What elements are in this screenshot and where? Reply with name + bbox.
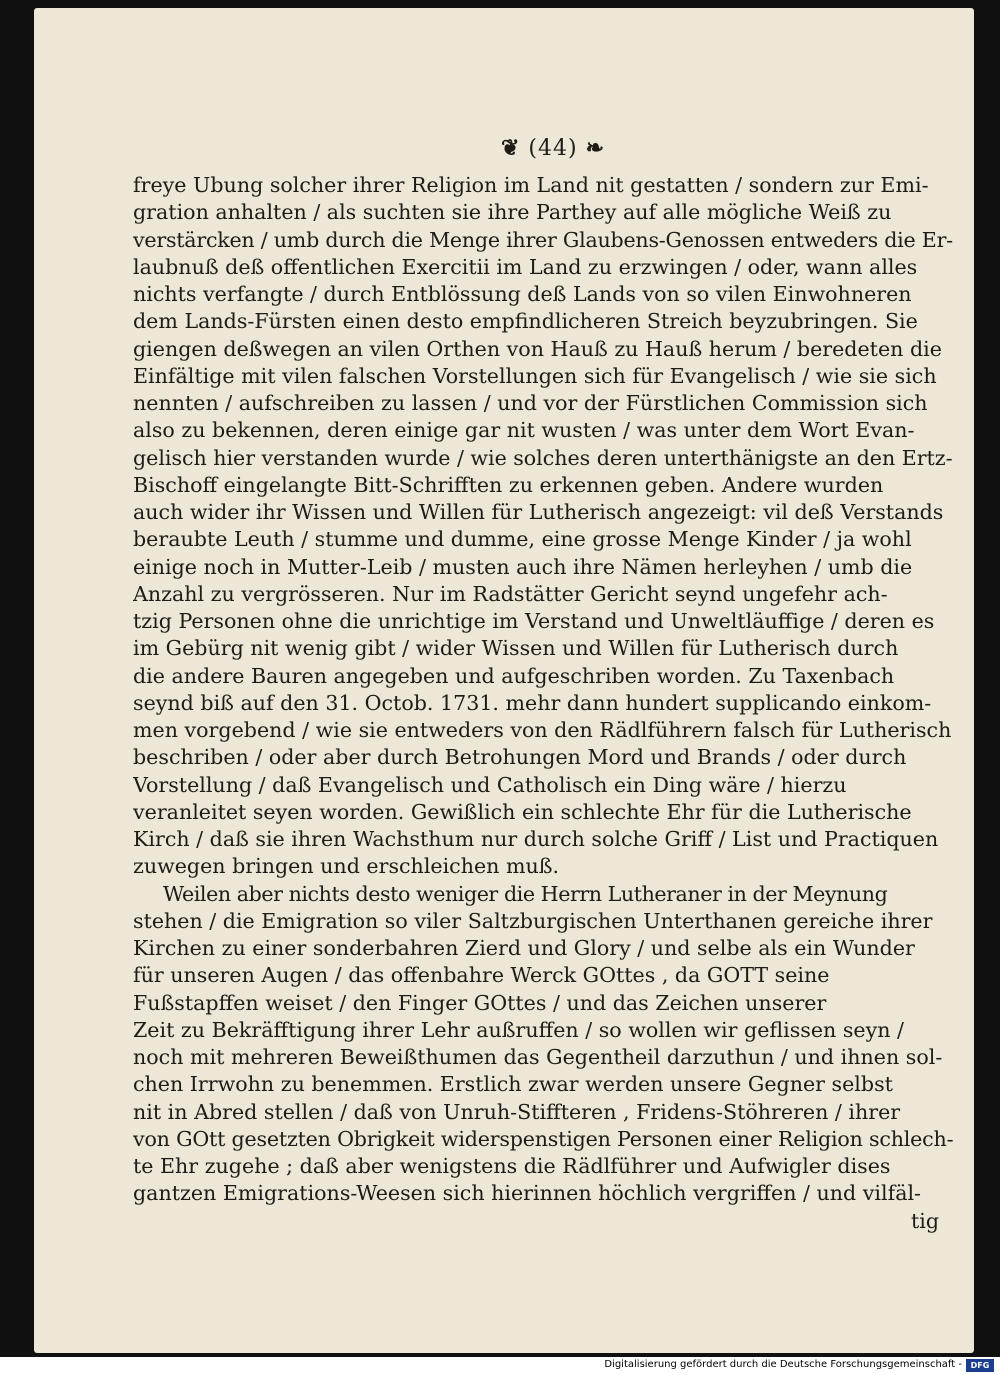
text-line: Vorstellung / daß Evangelisch und Catholisch ein Ding wäre / hierzu <box>133 772 847 797</box>
dfg-logo-icon: DFG <box>966 1359 994 1372</box>
text-line: auch wider ihr Wissen und Willen für Lutherisch angezeigt: vil deß Verstands <box>133 500 944 524</box>
text-line: für unseren Augen / das offenbahre Werck GOttes , da GOTT seine <box>133 963 830 988</box>
text-line: die andere Bauren angegeben und aufgeschriben worden. Zu Taxenbach <box>133 663 895 688</box>
text-line: giengen deßwegen an vilen Orthen von Hauß zu Hauß herum / beredeten die <box>133 336 942 361</box>
text-line: te Ehr zugehe ; daß aber wenigstens die Rädlführer und Aufwigler dises <box>133 1154 891 1178</box>
text-line: Kirchen zu einer sonderbahren Zierd und Glory / und selbe als ein Wunder <box>133 936 915 960</box>
footer-bar <box>0 1357 1000 1375</box>
footer-credit: Digitalisierung gefördert durch die Deutsche Forschungsgemeinschaft - <box>604 1359 962 1370</box>
text-line: gantzen Emigrations-Weesen sich hierinnen höchlich vergriffen / und vilfäl- <box>133 1181 922 1206</box>
paragraph-start-line: Weilen aber nichts desto weniger die Herrn Lutheraner in der Meynung <box>163 881 888 906</box>
text-line: Einfältige mit vilen falschen Vorstellungen sich für Evangelisch / wie sie sich <box>133 363 937 388</box>
text-line: nichts verfangte / durch Entblössung deß Lands von so vilen Einwohneren <box>133 282 912 306</box>
catchword: tig <box>910 1208 939 1233</box>
text-line: zuwegen bringen und erschleichen muß. <box>133 854 560 879</box>
text-line: gelisch hier verstanden wurde / wie solches deren unterthänigste an den Ertz- <box>133 445 953 470</box>
text-line: noch mit mehreren Beweißthumen das Gegentheil darzuthun / und ihnen sol- <box>133 1045 943 1069</box>
text-line: einige noch in Mutter-Leib / musten auch ihre Nämen herleyhen / umb die <box>133 554 913 579</box>
text-line: beraubte Leuth / stumme und dumme, eine grosse Menge Kinder / ja wohl <box>133 527 912 552</box>
text-line: Fußstapffen weiset / den Finger GOttes / und das Zeichen unserer <box>133 990 827 1015</box>
text-line: im Gebürg nit wenig gibt / wider Wissen und Willen für Lutherisch durch <box>133 636 899 661</box>
text-line: seynd biß auf den 31. Octob. 1731. mehr dann hundert supplicando einkom- <box>133 690 932 715</box>
text-line: laubnuß deß offentlichen Exercitii im Land zu erzwingen / oder, wann alles <box>133 254 918 279</box>
text-line: freye Ubung solcher ihrer Religion im Land nit gestatten / sondern zur Emi- <box>133 173 929 197</box>
page-text-block <box>133 135 953 1235</box>
text-line: gration anhalten / als suchten sie ihre Parthey auf alle mögliche Weiß zu <box>133 200 892 225</box>
text-line: veranleitet seyen worden. Gewißlich ein schlechte Ehr für die Lutherische <box>133 799 912 824</box>
text-line: beschriben / oder aber durch Betrohungen Mord und Brands / oder durch <box>133 745 907 770</box>
page-number <box>133 135 953 162</box>
text-line: chen Irrwohn zu benemmen. Erstlich zwar werden unsere Gegner selbst <box>133 1072 893 1097</box>
ornament-right-icon: ❧ <box>585 135 606 161</box>
text-line: nit in Abred stellen / daß von Unruh-Stiffteren , Fridens-Stöhreren / ihrer <box>133 1099 901 1124</box>
text-line: von GOtt gesetzten Obrigkeit widerspenstigen Personen einer Religion schlech- <box>133 1126 953 1151</box>
text-line: dem Lands-Fürsten einen desto empfindlicheren Streich beyzubringen. Sie <box>133 309 918 334</box>
text-line: nennten / aufschreiben zu lassen / und vor der Fürstlichen Commission sich <box>133 391 928 415</box>
text-line: Bischoff eingelangte Bitt-Schrifften zu erkennen geben. Andere wurden <box>133 472 884 497</box>
text-line: Zeit zu Bekräfftigung ihrer Lehr außruffen / so wollen wir geflissen seyn / <box>133 1017 904 1042</box>
text-line: Anzahl zu vergrösseren. Nur im Radstätter Gericht seynd ungefehr ach- <box>133 581 888 606</box>
page-number-label: (44) <box>528 136 578 161</box>
text-line: tzig Personen ohne die unrichtige im Verstand und Unweltläuffige / deren es <box>133 609 935 633</box>
text-line: stehen / die Emigration so viler Saltzburgischen Unterthanen gereiche ihrer <box>133 908 933 933</box>
text-line: also zu bekennen, deren einige gar nit wusten / was unter dem Wort Evan- <box>133 418 915 443</box>
ornament-left-icon: ❦ <box>500 135 521 161</box>
text-line: Kirch / daß sie ihren Wachsthum nur durch solche Griff / List und Practiquen <box>133 827 939 851</box>
text-line: verstärcken / umb durch die Menge ihrer Glaubens-Genossen entweders die Er- <box>133 227 953 252</box>
text-line: men vorgebend / wie sie entweders von den Rädlführern falsch für Lutherisch <box>133 718 952 742</box>
